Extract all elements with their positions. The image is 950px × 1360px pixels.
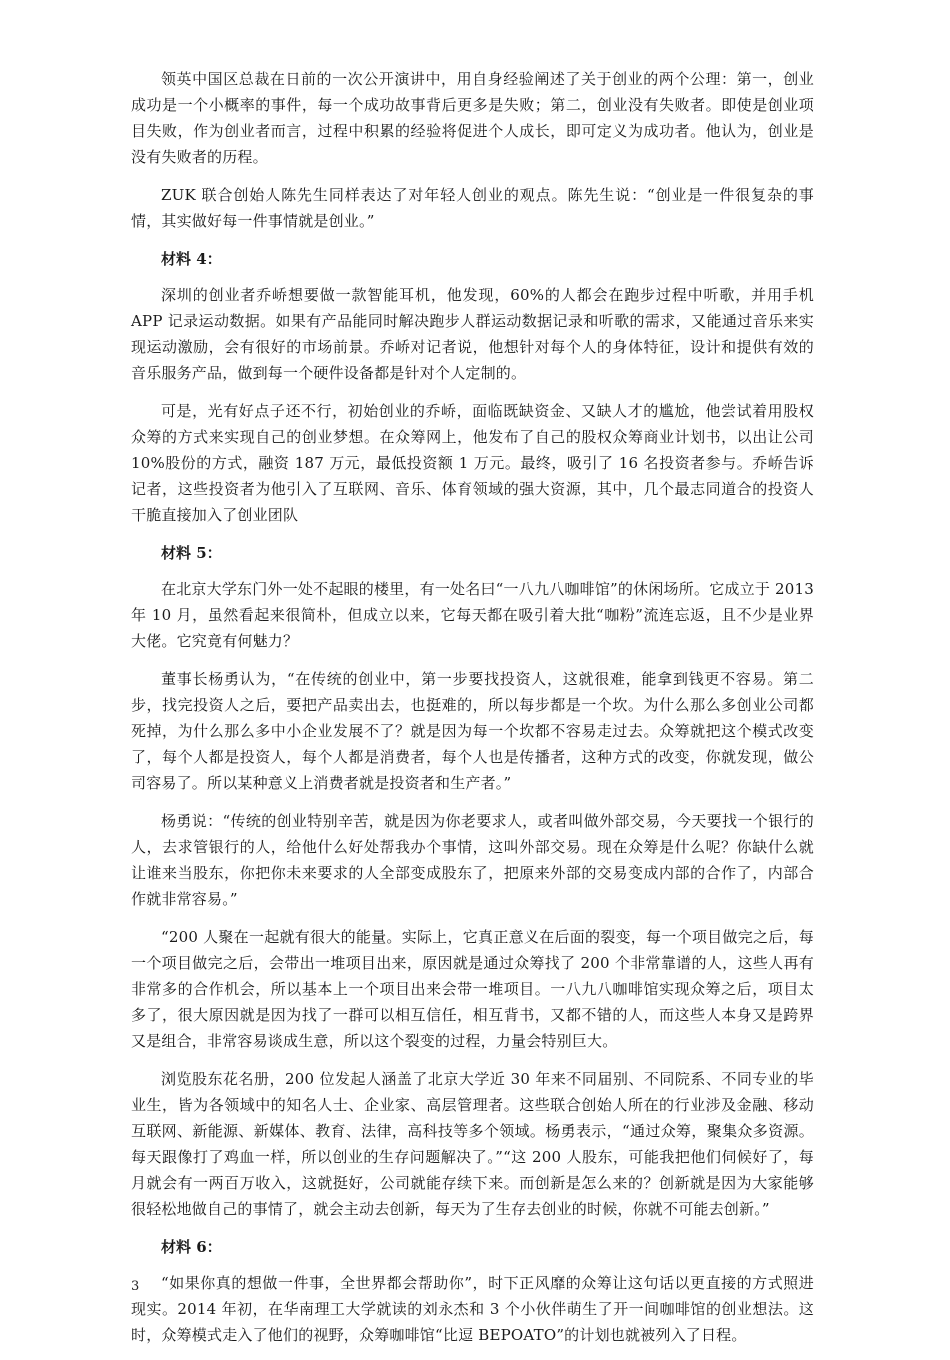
document-body	[131, 66, 814, 1360]
paragraph: 董事长杨勇认为，“在传统的创业中，第一步要找投资人，这就很难，能拿到钱更不容易。第二步，找完投资人之后，要把产品卖出去，也挺难的，所以每步都是一个坎。为什么那么多创业公司都死掉，为什么那么多中小企业发展不了？就是因为每一个坎都不容易走过去。众筹就把这个模式改变了，每个人都是投资人，每个人都是消费者，每个人也是传播者，这种方式的改变，你就发现，做公司容易了。所以某种意义上消费者就是投资者和生产者。”	[131, 670, 814, 792]
section-heading-material-5: 材料 5：	[161, 544, 222, 562]
section-heading-material-4: 材料 4：	[161, 250, 222, 268]
page-number: 3	[131, 1279, 140, 1294]
paragraph: 可是，光有好点子还不行，初始创业的乔峤，面临既缺资金、又缺人才的尴尬，他尝试着用股权众筹的方式来实现自己的创业梦想。在众筹网上，他发布了自己的股权众筹商业计划书，以出让公司 10%股份的方式，融资 187 万元，最低投资额 1 万元。最终，吸引了 16 名投资者参与。乔峤告诉记者，这些投资者为他引入了互联网、音乐、体育领域的强大资源，其中，几个最志同道合的投资人干脆直接加入了创业团队	[131, 402, 814, 524]
paragraph: “200 人聚在一起就有很大的能量。实际上，它真正意义在后面的裂变，每一个项目做完之后，每一个项目做完之后，会带出一堆项目出来，原因就是通过众筹找了 200 个非常靠谱的人，这些人再有非常多的合作机会，所以基本上一个项目出来会带一堆项目。一八九八咖啡馆实现众筹之后，项目太多了，很大原因就是因为找了一群可以相互信任，相互背书，又都不错的人，而这些人本身又是跨界又是组合，非常容易谈成生意，所以这个裂变的过程，力量会特别巨大。	[131, 928, 814, 1050]
paragraph: 深圳的创业者乔峤想要做一款智能耳机，他发现，60%的人都会在跑步过程中听歌，并用手机 APP 记录运动数据。如果有产品能同时解决跑步人群运动数据记录和听歌的需求，又能通过音乐来实现运动激励，会有很好的市场前景。乔峤对记者说，他想针对每个人的身体特征，设计和提供有效的音乐服务产品，做到每一个硬件设备都是针对个人定制的。	[131, 286, 814, 382]
section-heading-material-6: 材料 6：	[161, 1238, 222, 1256]
paragraph: 浏览股东花名册，200 位发起人涵盖了北京大学近 30 年来不同届别、不同院系、不同专业的毕业生，皆为各领域中的知名人士、企业家、高层管理者。这些联合创始人所在的行业涉及金融、移动互联网、新能源、新媒体、教育、法律，高科技等多个领域。杨勇表示，“通过众筹，聚集众多资源。每天跟像打了鸡血一样，所以创业的生存问题解决了。”“这 200 人股东，可能我把他们伺候好了，每月就会有一两百万收入，这就挺好，公司就能存续下来。而创新是怎么来的？创新就是因为大家能够很轻松地做自己的事情了，就会主动去创新，每天为了生存去创业的时候，你就不可能去创新。”	[131, 1070, 814, 1218]
paragraph: ZUK 联合创始人陈先生同样表达了对年轻人创业的观点。陈先生说：“创业是一件很复杂的事情，其实做好每一件事情就是创业。”	[131, 186, 814, 230]
paragraph: “如果你真的想做一件事，全世界都会帮助你”，时下正风靡的众筹让这句话以更直接的方式照进现实。2014 年初，在华南理工大学就读的刘永杰和 3 个小伙伴萌生了开一间咖啡馆的创业想法。这时，众筹模式走入了他们的视野，众筹咖啡馆“比逗 BEPOATO”的计划也就被列入了日程。	[131, 1274, 814, 1344]
paragraph: 杨勇说：“传统的创业特别辛苦，就是因为你老要求人，或者叫做外部交易，今天要找一个银行的人，去求管银行的人，给他什么好处帮我办个事情，这叫外部交易。现在众筹是什么呢？你缺什么就让谁来当股东，你把你未来要求的人全部变成股东了，把原来外部的交易变成内部的合作了，内部合作就非常容易。”	[131, 812, 814, 908]
paragraph: 在北京大学东门外一处不起眼的楼里，有一处名曰“一八九八咖啡馆”的休闲场所。它成立于 2013 年 10 月，虽然看起来很简朴，但成立以来，它每天都在吸引着大批“咖粉”流连忘返，且不少是业界大佬。它究竟有何魅力？	[131, 580, 814, 650]
paragraph: 领英中国区总裁在日前的一次公开演讲中，用自身经验阐述了关于创业的两个公理：第一，创业成功是一个小概率的事件，每一个成功故事背后更多是失败；第二，创业没有失败者。即使是创业项目失败，作为创业者而言，过程中积累的经验将促进个人成长，即可定义为成功者。他认为，创业是没有失败者的历程。	[131, 70, 814, 166]
